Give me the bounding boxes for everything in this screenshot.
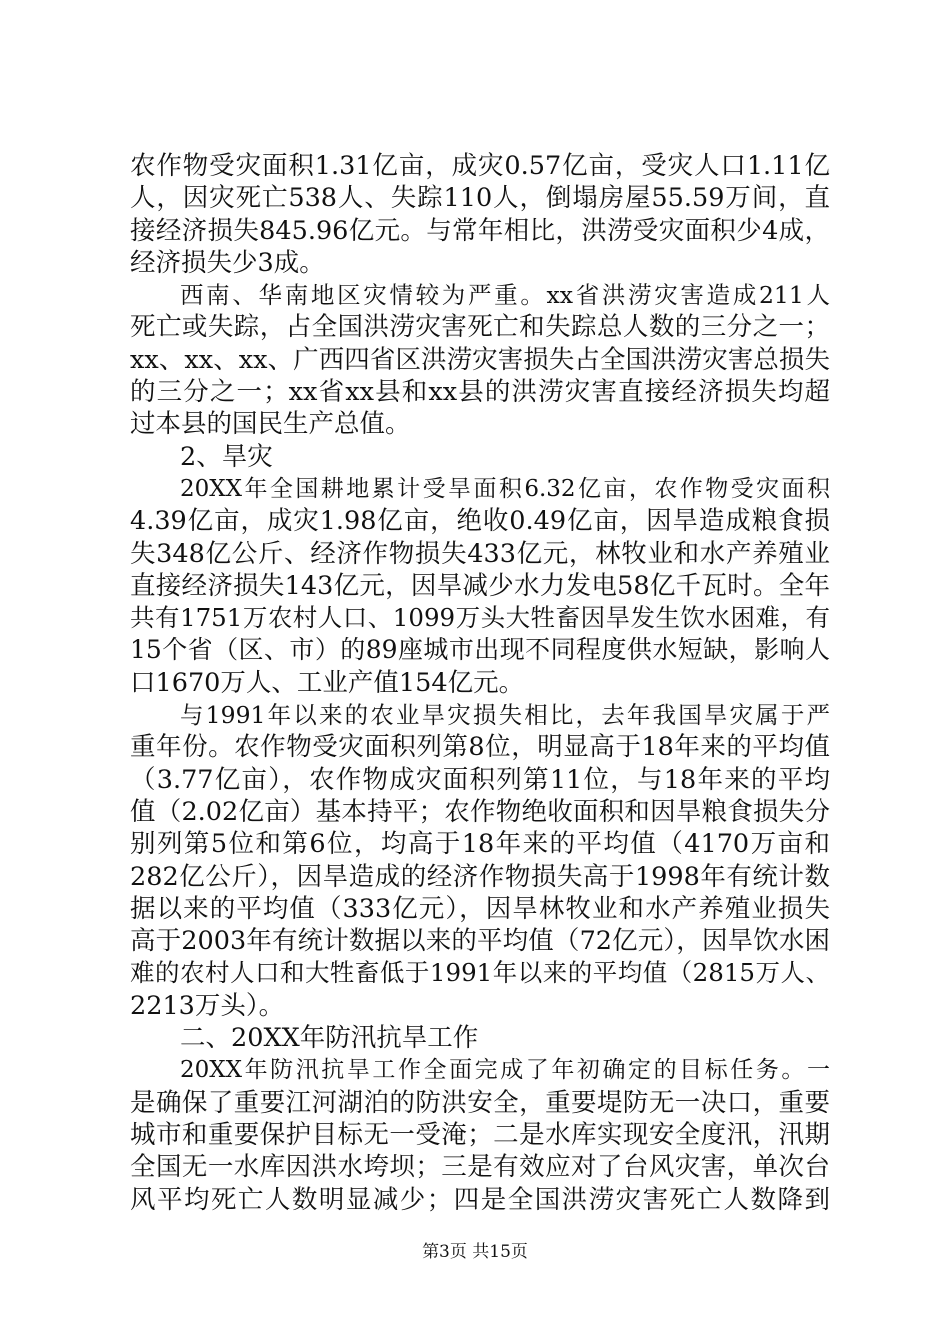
text-line: 4.39亿亩，成灾1.98亿亩，绝收0.49亿亩，因旱造成粮食损 [130, 506, 830, 537]
text-line: 的三分之一；xx省xx县和xx县的洪涝灾害直接经济损失均超 [130, 377, 830, 408]
section-heading: 2、旱灾 [180, 441, 273, 472]
text-line: 农作物受灾面积1.31亿亩，成灾0.57亿亩，受灾人口1.11亿 [130, 151, 830, 181]
text-line: 15个省（区、市）的89座城市出现不同程度供水短缺，影响人 [130, 635, 830, 665]
text-line: 经济损失少3成。 [130, 247, 325, 278]
page-footer [0, 1241, 950, 1263]
text-line: 接经济损失845.96亿元。与常年相比，洪涝受灾面积少4成， [130, 215, 830, 246]
text-line: 直接经济损失143亿元，因旱减少水力发电58亿千瓦时。全年 [130, 570, 830, 601]
text-line: xx、xx、xx、广西四省区洪涝灾害损失占全国洪涝灾害总损失 [130, 344, 830, 375]
text-line: 西南、华南地区灾情较为严重。xx省洪涝灾害造成211人 [180, 281, 830, 310]
text-line: 过本县的国民生产总值。 [130, 409, 411, 440]
text-line: 全国无一水库因洪水垮坝；三是有效应对了台风灾害，单次台 [130, 1152, 830, 1183]
text-line: 2213万头）。 [130, 990, 285, 1021]
text-line: 值（2.02亿亩）基本持平；农作物绝收面积和因旱粮食损失分 [130, 796, 830, 827]
text-line: 282亿公斤），因旱造成的经济作物损失高于1998年有统计数 [130, 861, 830, 892]
text-line: 重年份。农作物受灾面积列第8位，明显高于18年来的平均值 [130, 732, 830, 763]
document-body [130, 150, 830, 1216]
page-number-label: 第3页 共15页 [422, 1242, 528, 1262]
section-heading: 二、20XX年防汛抗旱工作 [180, 1023, 479, 1054]
text-line: 失348亿公斤、经济作物损失433亿元，林牧业和水产养殖业 [130, 538, 830, 569]
text-line: 20XX年防汛抗旱工作全面完成了年初确定的目标任务。一 [180, 1057, 830, 1084]
text-line: 别列第5位和第6位，均高于18年来的平均值（4170万亩和 [130, 829, 830, 860]
text-line: （3.77亿亩），农作物成灾面积列第11位，与18年来的平均 [130, 764, 830, 795]
text-line: 共有1751万农村人口、1099万头大牲畜因旱发生饮水困难，有 [130, 603, 830, 633]
text-line: 20XX年全国耕地累计受旱面积6.32亿亩，农作物受灾面积 [180, 475, 830, 502]
text-line: 死亡或失踪，占全国洪涝灾害死亡和失踪总人数的三分之一； [130, 312, 830, 343]
text-line: 城市和重要保护目标无一受淹；二是水库实现安全度汛，汛期 [130, 1119, 830, 1150]
text-line: 口1670万人、工业产值154亿元。 [130, 667, 525, 698]
text-line: 与1991年以来的农业旱灾损失相比，去年我国旱灾属于严 [180, 701, 830, 730]
text-line: 据以来的平均值（333亿元），因旱林牧业和水产养殖业损失 [130, 893, 830, 924]
text-line: 高于2003年有统计数据以来的平均值（72亿元），因旱饮水困 [130, 926, 830, 957]
text-line: 难的农村人口和大牲畜低于1991年以来的平均值（2815万人、 [130, 958, 830, 988]
text-line: 风平均死亡人数明显减少；四是全国洪涝灾害死亡人数降到 [130, 1184, 830, 1215]
text-line: 人，因灾死亡538人、失踪110人，倒塌房屋55.59万间，直 [130, 183, 830, 214]
text-line: 是确保了重要江河湖泊的防洪安全，重要堤防无一决口，重要 [130, 1087, 830, 1118]
